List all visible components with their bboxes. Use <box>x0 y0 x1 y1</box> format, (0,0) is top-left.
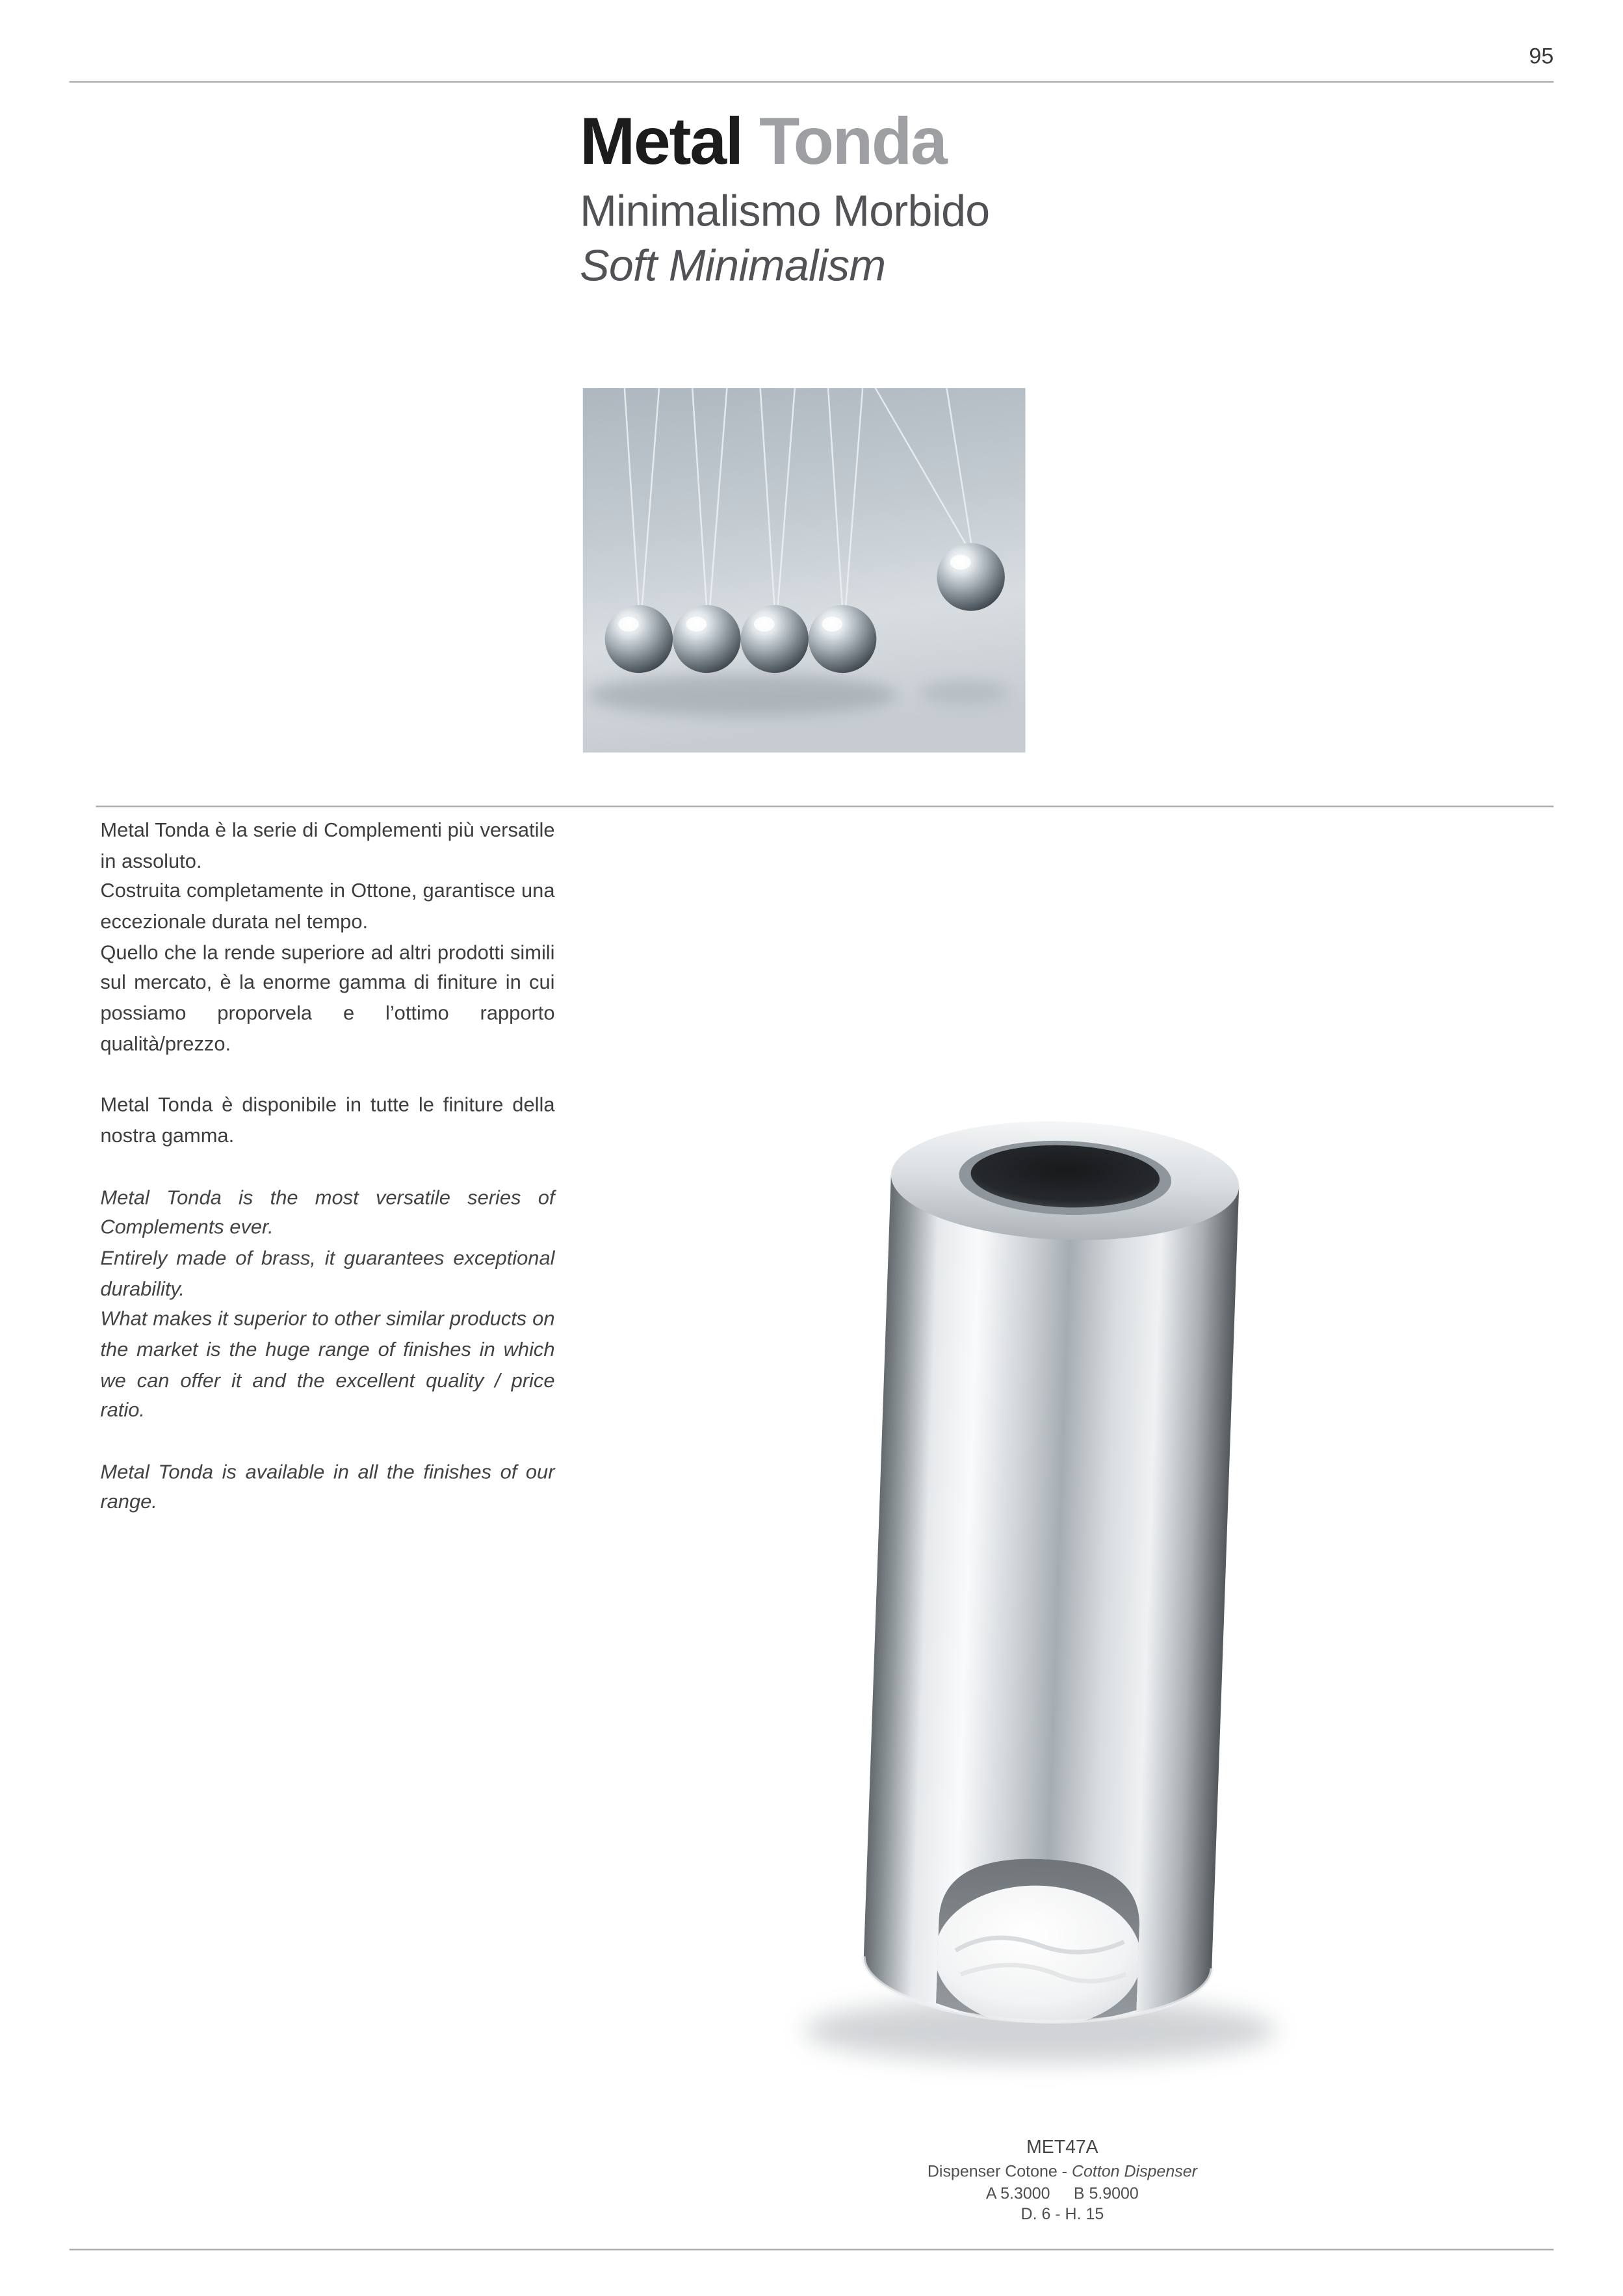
newtons-cradle-photo <box>583 388 1026 753</box>
description-paragraph: Metal Tonda è disponibile in tutte le finiture della nostra gamma. <box>100 1093 555 1147</box>
description-paragraph: Metal Tonda is the most versatile series of Complements ever. <box>100 1186 555 1239</box>
product-caption <box>708 2137 1417 2226</box>
product-price-b: B 5.9000 <box>1073 2184 1139 2203</box>
description-paragraph: Metal Tonda è la serie di Complementi più versatile in assoluto. <box>100 818 555 872</box>
description-column <box>100 816 554 1519</box>
description-paragraph: Metal Tonda is available in all the finishes of our range. <box>100 1460 555 1513</box>
page-number: 95 <box>1529 44 1554 70</box>
hero-figure <box>583 388 1026 753</box>
cotton-dispenser-photo <box>708 1050 1417 2125</box>
bottom-rule <box>70 2249 1554 2250</box>
title-secondary: Tonda <box>759 103 946 179</box>
page-title <box>580 103 989 179</box>
subtitle-italian: Minimalismo Morbido <box>580 187 990 237</box>
product-price-a: A 5.3000 <box>985 2184 1050 2203</box>
product-prices <box>708 2184 1417 2205</box>
title-primary: Metal <box>580 103 742 179</box>
description-paragraph: Quello che la rende superiore ad altri prodotti simili sul mercato, è la enorme gamma di finiture in cui possiamo proporvela e l’ottimo rapporto qualità/prezzo. <box>100 941 555 1055</box>
description-paragraph: What makes it superior to other similar products on the market is the huge range of finishes in which we can offer it and the excellent quality / price ratio. <box>100 1307 555 1422</box>
top-rule <box>70 81 1554 83</box>
description-paragraph: Costruita completamente in Ottone, garantisce una eccezionale durata nel tempo. <box>100 880 555 933</box>
product-name-italian: Dispenser Cotone - <box>927 2163 1068 2182</box>
product-name <box>708 2162 1417 2184</box>
mid-rule <box>96 805 1554 807</box>
product-figure <box>708 1050 1417 2125</box>
product-code: MET47A <box>1026 2136 1098 2158</box>
product-name-english: Cotton Dispenser <box>1071 2163 1197 2182</box>
product-dimensions: D. 6 - H. 15 <box>1020 2206 1104 2224</box>
subtitle-english: Soft Minimalism <box>580 242 886 291</box>
description-paragraph: Entirely made of brass, it guarantees exceptional durability. <box>100 1246 555 1299</box>
title-block <box>580 103 990 293</box>
